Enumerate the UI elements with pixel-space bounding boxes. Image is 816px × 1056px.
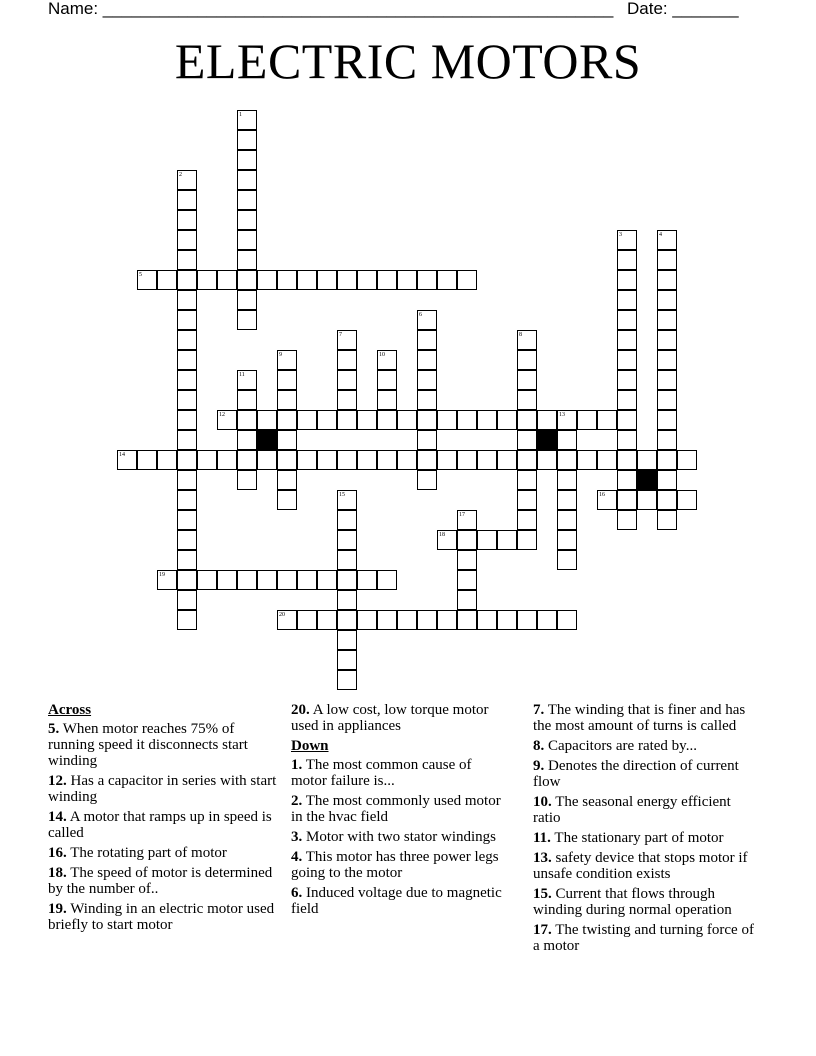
clue-number: 10 (379, 352, 385, 358)
clue-across-19: 19. Winding in an electric motor used briefly to start motor (48, 901, 275, 933)
grid-cell[interactable] (377, 370, 397, 390)
grid-cell[interactable] (357, 570, 377, 590)
grid-cell[interactable] (517, 530, 537, 550)
grid-cell[interactable] (177, 610, 197, 630)
grid-cell[interactable] (297, 610, 317, 630)
grid-cell[interactable] (617, 510, 637, 530)
grid-cell[interactable] (417, 610, 437, 630)
grid-cell[interactable] (657, 330, 677, 350)
grid-cell[interactable] (517, 470, 537, 490)
grid-cell[interactable] (557, 530, 577, 550)
grid-cell[interactable] (517, 510, 537, 530)
grid-cell[interactable] (457, 450, 477, 470)
grid-cell[interactable] (257, 410, 277, 430)
grid-cell[interactable] (497, 450, 517, 470)
grid-cell[interactable] (657, 370, 677, 390)
name-field[interactable]: Name: ______________________________________________________ (48, 0, 614, 18)
grid-cell[interactable] (237, 410, 257, 430)
grid-cell[interactable] (557, 510, 577, 530)
grid-cell[interactable] (657, 290, 677, 310)
grid-cell[interactable] (537, 610, 557, 630)
grid-cell[interactable] (497, 530, 517, 550)
clue-column-2 (291, 702, 511, 921)
grid-cell[interactable] (657, 470, 677, 490)
grid-cell[interactable] (417, 430, 437, 450)
grid-cell[interactable] (657, 450, 677, 470)
clue-across-5: 5. When motor reaches 75% of running speed it disconnects start winding (48, 721, 248, 769)
grid-cell[interactable] (177, 490, 197, 510)
grid-cell[interactable] (277, 470, 297, 490)
clue-down-11: 11. The stationary part of motor (533, 830, 724, 846)
clue-number: 15 (339, 492, 345, 498)
grid-cell[interactable] (237, 290, 257, 310)
grid-cell[interactable] (357, 610, 377, 630)
grid-cell[interactable] (337, 510, 357, 530)
grid-cell[interactable] (657, 510, 677, 530)
grid-cell[interactable] (337, 650, 357, 670)
clue-number: 20 (279, 612, 285, 618)
grid-cell[interactable] (277, 430, 297, 450)
grid-cell[interactable] (617, 430, 637, 450)
grid-cell[interactable] (217, 270, 237, 290)
header (48, 0, 748, 21)
clue-down-3: 3. Motor with two stator windings (291, 829, 496, 845)
grid-cell[interactable] (237, 430, 257, 450)
grid-cell[interactable] (437, 610, 457, 630)
grid-cell[interactable] (317, 570, 337, 590)
grid-cell[interactable] (617, 250, 637, 270)
grid-cell[interactable] (517, 410, 537, 430)
grid-cell[interactable] (237, 130, 257, 150)
clue-down-6: 6. Induced voltage due to magnetic field (291, 885, 502, 917)
clue-down-4: 4. This motor has three power legs going to the motor (291, 849, 499, 881)
clue-number: 16 (599, 492, 605, 498)
grid-cell[interactable] (137, 450, 157, 470)
grid-cell[interactable] (417, 370, 437, 390)
grid-cell[interactable] (417, 470, 437, 490)
grid-cell[interactable] (177, 530, 197, 550)
grid-cell[interactable] (417, 350, 437, 370)
grid-cell[interactable] (317, 410, 337, 430)
grid-cell[interactable] (517, 610, 537, 630)
grid-cell[interactable] (417, 410, 437, 430)
grid-cell[interactable] (657, 310, 677, 330)
grid-cell[interactable] (177, 370, 197, 390)
grid-cell[interactable] (357, 270, 377, 290)
grid-cell[interactable] (657, 410, 677, 430)
grid-cell[interactable] (457, 570, 477, 590)
grid-cell[interactable] (317, 610, 337, 630)
clue-across-20: 20. A low cost, low torque motor used in appliances (291, 702, 489, 734)
grid-cell[interactable] (177, 590, 197, 610)
grid-cell[interactable] (617, 390, 637, 410)
grid-cell[interactable] (617, 370, 637, 390)
grid-cell[interactable] (617, 330, 637, 350)
clue-number: 5 (139, 272, 142, 278)
puzzle-title: ELECTRIC MOTORS (174, 33, 642, 89)
grid-cell[interactable] (377, 390, 397, 410)
grid-cell[interactable] (197, 270, 217, 290)
grid-cell[interactable] (337, 270, 357, 290)
grid-cell[interactable] (557, 490, 577, 510)
clue-across-12: 12. Has a capacitor in series with start winding (48, 773, 277, 805)
grid-cell[interactable] (297, 410, 317, 430)
grid-cell[interactable] (177, 270, 197, 290)
clue-down-8: 8. Capacitors are rated by... (533, 738, 697, 754)
grid-cell[interactable] (417, 450, 437, 470)
grid-cell[interactable] (617, 450, 637, 470)
grid-cell[interactable] (237, 250, 257, 270)
clue-down-17: 17. The twisting and turning force of a motor (533, 922, 754, 954)
grid-cell[interactable] (477, 610, 497, 630)
clue-across-16: 16. The rotating part of motor (48, 845, 227, 861)
grid-cell[interactable] (177, 230, 197, 250)
grid-cell[interactable] (177, 450, 197, 470)
grid-cell[interactable] (217, 570, 237, 590)
grid-cell[interactable] (437, 410, 457, 430)
grid-cell[interactable] (377, 570, 397, 590)
grid-cell[interactable] (357, 450, 377, 470)
clue-down-1: 1. The most common cause of motor failure is... (291, 757, 472, 789)
grid-cell[interactable] (457, 590, 477, 610)
grid-cell[interactable] (237, 190, 257, 210)
date-field[interactable]: Date: _______ (627, 0, 739, 18)
grid-cell[interactable] (177, 350, 197, 370)
grid-cell[interactable] (277, 370, 297, 390)
grid-cell[interactable] (277, 390, 297, 410)
clue-down-13: 13. safety device that stops motor if unsafe condition exists (533, 850, 748, 882)
clue-number: 13 (559, 412, 565, 418)
grid-cell[interactable] (457, 610, 477, 630)
grid-cell[interactable] (237, 450, 257, 470)
clue-down-7: 7. The winding that is finer and has the most amount of turns is called (533, 702, 746, 734)
grid-cell[interactable] (557, 450, 577, 470)
grid-cell[interactable] (257, 270, 277, 290)
grid-cell[interactable] (417, 390, 437, 410)
grid-cell[interactable] (317, 270, 337, 290)
clue-down-2: 2. The most commonly used motor in the hvac field (291, 793, 501, 825)
grid-cell[interactable] (277, 450, 297, 470)
grid-cell[interactable] (417, 330, 437, 350)
grid-cell[interactable] (177, 550, 197, 570)
grid-cell[interactable] (577, 410, 597, 430)
grid-cell[interactable] (457, 410, 477, 430)
clue-number: 3 (619, 232, 622, 238)
clue-number: 6 (419, 312, 422, 318)
grid-cell[interactable] (397, 410, 417, 430)
grid-cell[interactable] (557, 550, 577, 570)
grid-cell[interactable] (557, 430, 577, 450)
grid-cell[interactable] (337, 450, 357, 470)
grid-cell[interactable] (257, 450, 277, 470)
grid-cell[interactable] (177, 250, 197, 270)
clue-across-14: 14. A motor that ramps up in speed is called (48, 809, 272, 841)
grid-cell[interactable] (277, 490, 297, 510)
black-square (257, 430, 277, 450)
grid-cell[interactable] (237, 310, 257, 330)
grid-cell[interactable] (237, 210, 257, 230)
grid-cell[interactable] (277, 570, 297, 590)
grid-cell[interactable] (277, 410, 297, 430)
grid-cell[interactable] (377, 450, 397, 470)
grid-cell[interactable] (597, 410, 617, 430)
grid-cell[interactable] (237, 150, 257, 170)
grid-cell[interactable] (617, 310, 637, 330)
grid-cell[interactable] (337, 550, 357, 570)
grid-cell[interactable] (437, 270, 457, 290)
grid-cell[interactable] (297, 450, 317, 470)
grid-cell[interactable] (637, 450, 657, 470)
grid-cell[interactable] (617, 350, 637, 370)
grid-cell[interactable] (177, 510, 197, 530)
grid-cell[interactable] (377, 270, 397, 290)
grid-cell[interactable] (557, 610, 577, 630)
grid-cell[interactable] (517, 390, 537, 410)
grid-cell[interactable] (177, 310, 197, 330)
grid-cell[interactable] (397, 270, 417, 290)
grid-cell[interactable] (337, 530, 357, 550)
grid-cell[interactable] (657, 270, 677, 290)
grid-cell[interactable] (237, 270, 257, 290)
clue-across-18: 18. The speed of motor is determined by the number of.. (48, 865, 273, 897)
grid-cell[interactable] (197, 570, 217, 590)
clue-number: 8 (519, 332, 522, 338)
clue-number: 4 (659, 232, 662, 238)
grid-cell[interactable] (277, 270, 297, 290)
grid-cell[interactable] (477, 410, 497, 430)
grid-cell[interactable] (497, 410, 517, 430)
grid-cell[interactable] (457, 530, 477, 550)
grid-cell[interactable] (237, 570, 257, 590)
clue-down-15: 15. Current that flows through winding during normal operation (533, 886, 732, 918)
grid-cell[interactable] (217, 450, 237, 470)
grid-cell[interactable] (157, 450, 177, 470)
grid-cell[interactable] (177, 330, 197, 350)
grid-cell[interactable] (517, 450, 537, 470)
grid-cell[interactable] (257, 570, 277, 590)
down-heading: Down (291, 738, 329, 754)
grid-cell[interactable] (657, 390, 677, 410)
grid-cell[interactable] (337, 670, 357, 690)
grid-cell[interactable] (177, 430, 197, 450)
grid-cell[interactable] (297, 570, 317, 590)
grid-cell[interactable] (337, 350, 357, 370)
grid-cell[interactable] (157, 270, 177, 290)
grid-cell[interactable] (617, 410, 637, 430)
grid-cell[interactable] (177, 290, 197, 310)
clue-number: 19 (159, 572, 165, 578)
black-square (637, 470, 657, 490)
grid-cell[interactable] (337, 590, 357, 610)
grid-cell[interactable] (557, 470, 577, 490)
grid-cell[interactable] (397, 610, 417, 630)
grid-cell[interactable] (517, 430, 537, 450)
grid-cell[interactable] (337, 610, 357, 630)
across-heading: Across (48, 702, 92, 718)
grid-cell[interactable] (177, 470, 197, 490)
grid-cell[interactable] (577, 450, 597, 470)
grid-cell[interactable] (317, 450, 337, 470)
grid-cell[interactable] (457, 550, 477, 570)
grid-cell[interactable] (237, 170, 257, 190)
grid-cell[interactable] (677, 450, 697, 470)
grid-cell[interactable] (657, 350, 677, 370)
grid-cell[interactable] (657, 250, 677, 270)
grid-cell[interactable] (477, 530, 497, 550)
grid-cell[interactable] (617, 470, 637, 490)
grid-cell[interactable] (337, 570, 357, 590)
grid-cell[interactable] (177, 210, 197, 230)
grid-cell[interactable] (437, 450, 457, 470)
grid-cell[interactable] (377, 410, 397, 430)
clue-number: 12 (219, 412, 225, 418)
grid-cell[interactable] (517, 490, 537, 510)
clue-down-9: 9. Denotes the direction of current flow (533, 758, 739, 790)
grid-cell[interactable] (637, 490, 657, 510)
grid-cell[interactable] (497, 610, 517, 630)
clue-number: 11 (239, 372, 245, 378)
grid-cell[interactable] (177, 570, 197, 590)
clue-number: 9 (279, 352, 282, 358)
grid-cell[interactable] (617, 490, 637, 510)
grid-cell[interactable] (657, 430, 677, 450)
clue-number: 14 (119, 452, 125, 458)
clue-number: 18 (439, 532, 445, 538)
clue-number: 1 (239, 112, 242, 118)
grid-cell[interactable] (177, 410, 197, 430)
grid-cell[interactable] (537, 410, 557, 430)
grid-cell[interactable] (617, 270, 637, 290)
grid-cell[interactable] (597, 450, 617, 470)
grid-cell[interactable] (237, 470, 257, 490)
grid-cell[interactable] (357, 410, 377, 430)
grid-cell[interactable] (337, 390, 357, 410)
grid-cell[interactable] (377, 610, 397, 630)
grid-cell[interactable] (397, 450, 417, 470)
grid-cell[interactable] (517, 370, 537, 390)
grid-cell[interactable] (237, 390, 257, 410)
grid-cell[interactable] (457, 270, 477, 290)
clue-number: 17 (459, 512, 465, 518)
black-square (537, 430, 557, 450)
grid-cell[interactable] (337, 630, 357, 650)
grid-cell[interactable] (617, 290, 637, 310)
grid-cell[interactable] (177, 190, 197, 210)
grid-cell[interactable] (657, 490, 677, 510)
clue-column-1 (48, 702, 278, 937)
grid-cell[interactable] (177, 390, 197, 410)
clue-column-3 (533, 702, 758, 958)
grid-cell[interactable] (297, 270, 317, 290)
grid-cell[interactable] (477, 450, 497, 470)
clue-number: 2 (179, 172, 182, 178)
grid-cell[interactable] (677, 490, 697, 510)
clue-number: 7 (339, 332, 342, 338)
grid-cell[interactable] (537, 450, 557, 470)
clue-down-10: 10. The seasonal energy efficient ratio (533, 794, 731, 826)
grid-cell[interactable] (417, 270, 437, 290)
grid-cell[interactable] (337, 410, 357, 430)
grid-cell[interactable] (197, 450, 217, 470)
grid-cell[interactable] (337, 370, 357, 390)
grid-cell[interactable] (237, 230, 257, 250)
grid-cell[interactable] (517, 350, 537, 370)
